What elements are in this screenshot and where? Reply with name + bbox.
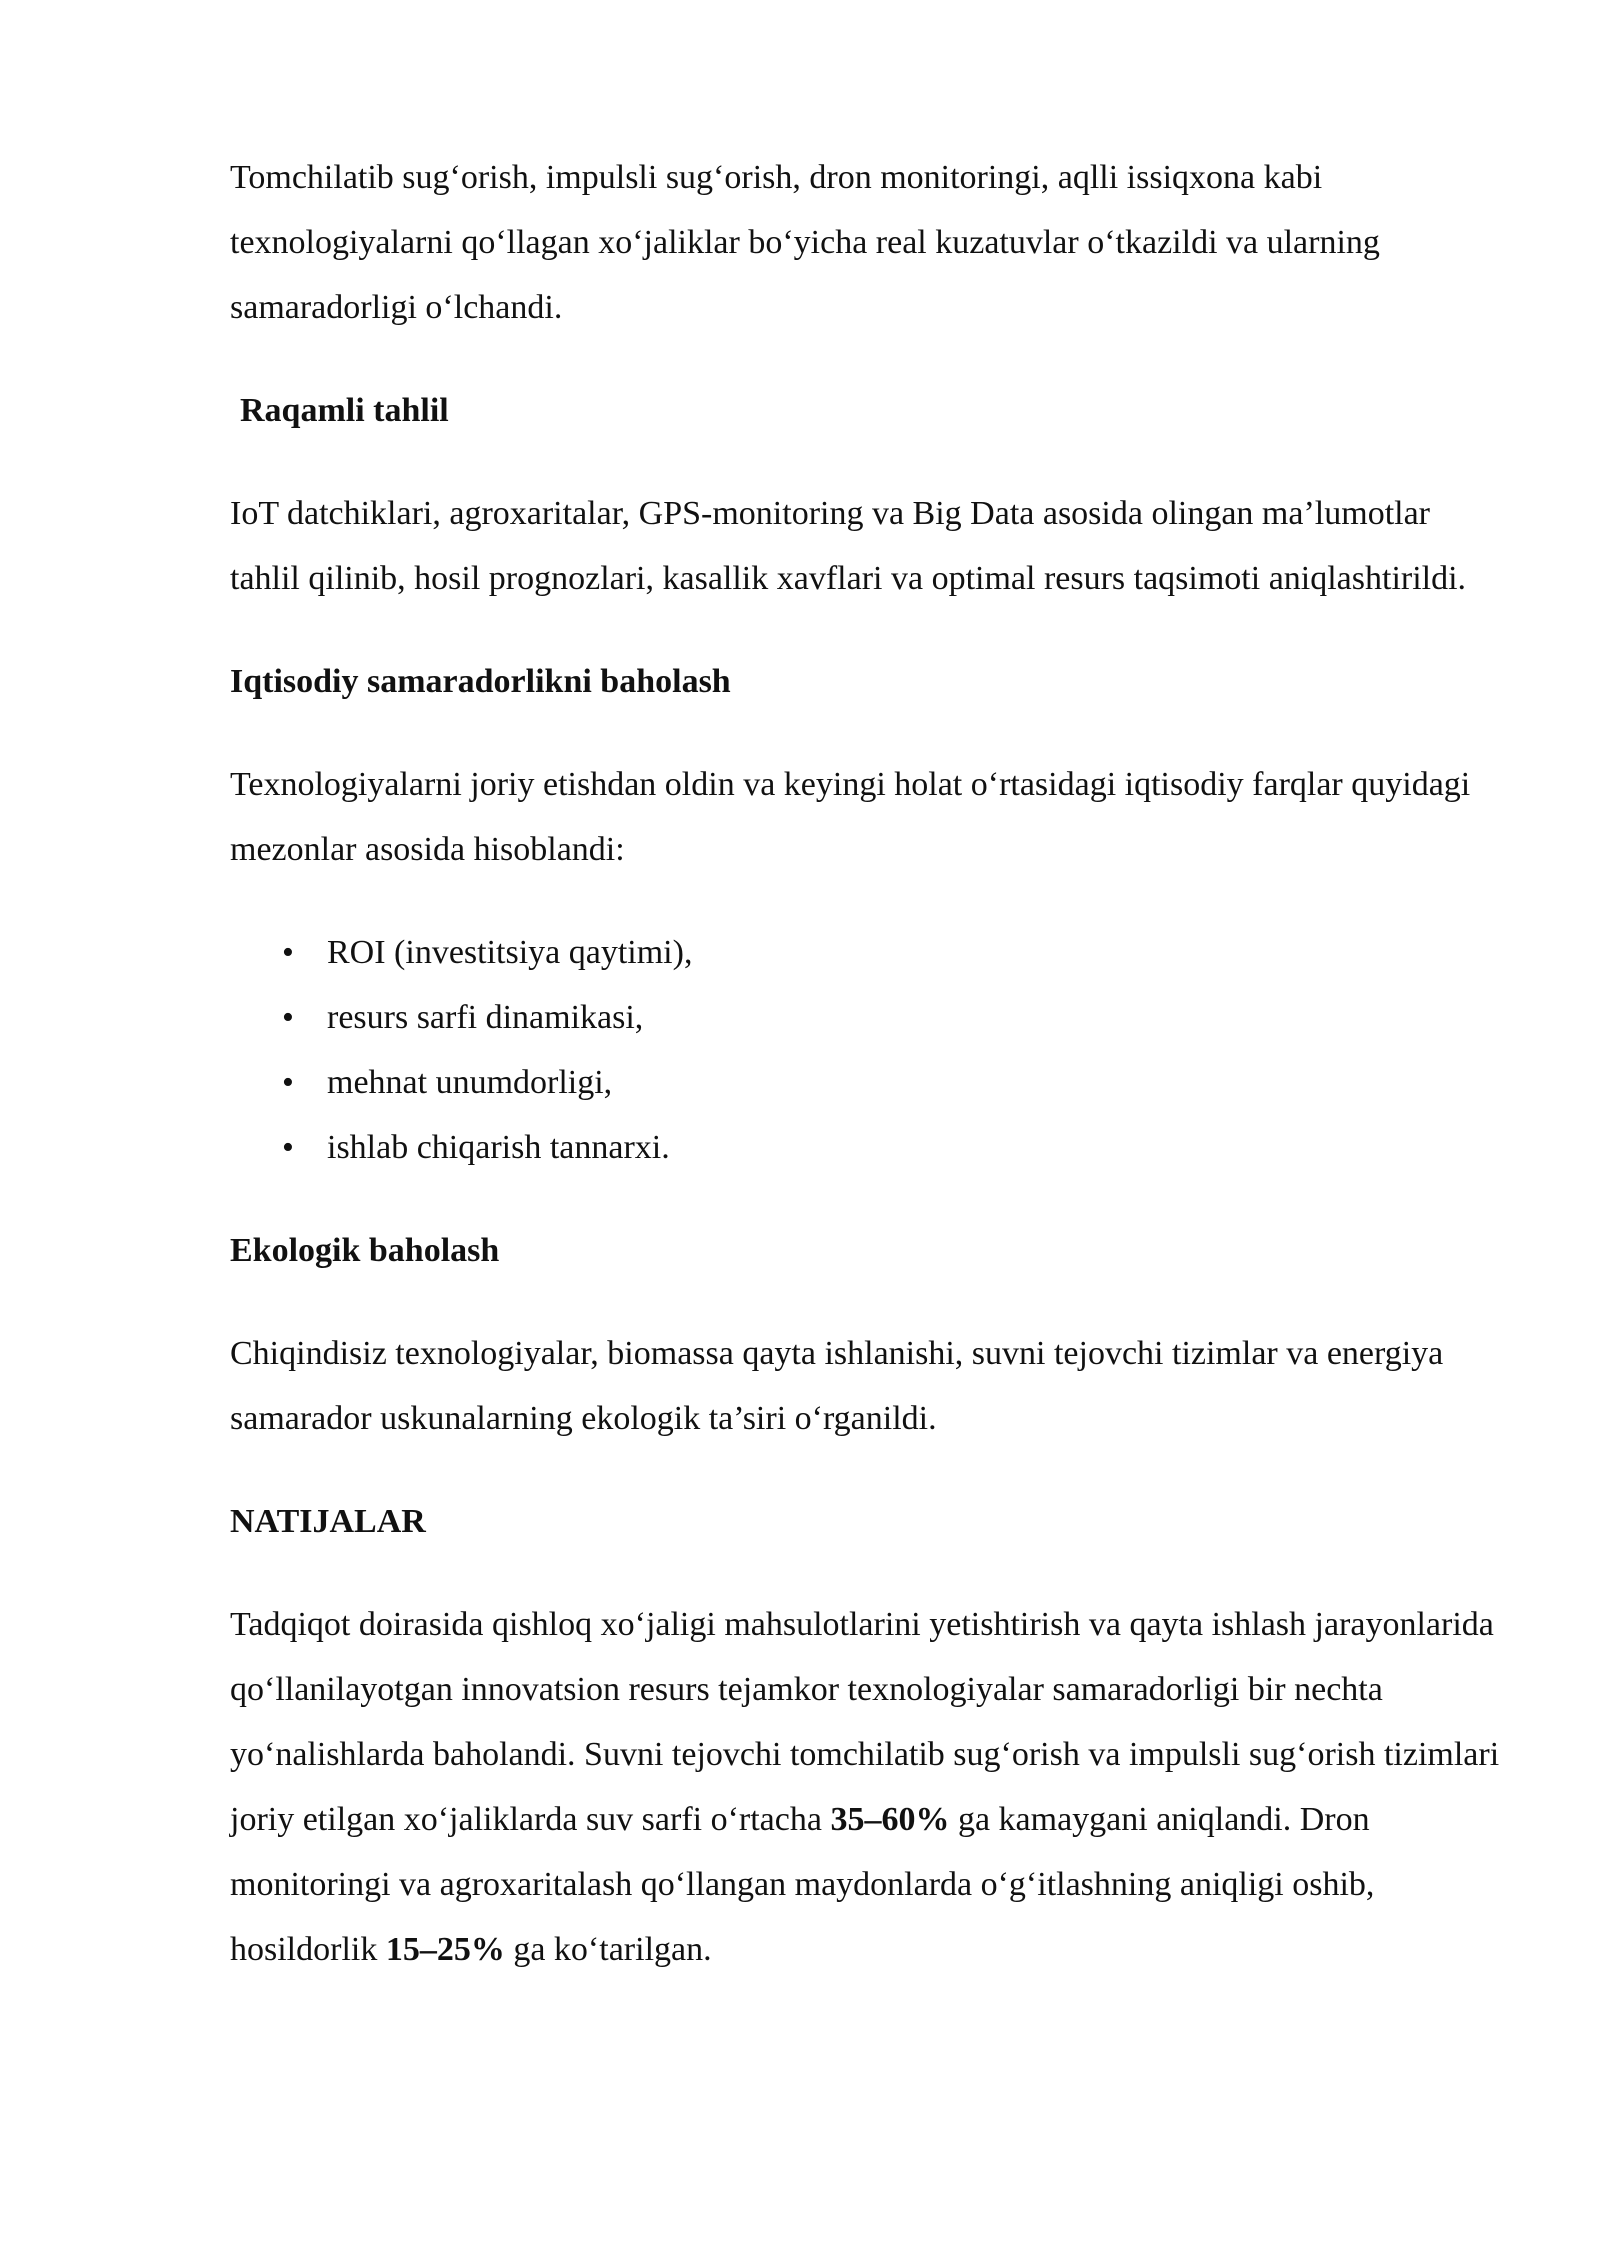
section-heading-results: NATIJALAR <box>230 1503 426 1540</box>
digital-analysis-paragraph: IoT datchiklari, agroxaritalar, GPS-monitoring va Big Data asosida olingan ma’lumotlar tahlil qilinib, hosil prognozlari, kasallik xavflari va optimal resurs taqsimoti aniqlashtirildi. <box>230 495 1467 597</box>
list-item <box>230 920 1500 985</box>
list-item-text: mehnat unumdorligi, <box>327 1064 613 1101</box>
list-item <box>230 985 1500 1050</box>
bullet-icon: • <box>282 1064 294 1101</box>
list-item-text: ROI (investitsiya qaytimi), <box>327 934 693 971</box>
list-item <box>230 1050 1500 1115</box>
section-heading-ecological-evaluation: Ekologik baholash <box>230 1232 500 1269</box>
economic-evaluation-paragraph: Texnologiyalarni joriy etishdan oldin va keyingi holat o‘rtasidagi iqtisodiy farqlar quyidagi mezonlar asosida hisoblandi: <box>230 766 1471 868</box>
section-heading-digital-analysis: Raqamli tahlil <box>240 392 449 429</box>
criteria-list <box>230 920 1500 1180</box>
ecological-evaluation-paragraph: Chiqindisiz texnologiyalar, biomassa qayta ishlanishi, suvni tejovchi tizimlar va energiya samarador uskunalarning ekologik ta’siri o‘rganildi. <box>230 1335 1444 1437</box>
bullet-icon: • <box>282 1129 294 1166</box>
list-item-text: resurs sarfi dinamikasi, <box>327 999 644 1036</box>
bullet-icon: • <box>282 934 294 971</box>
section-heading-economic-evaluation: Iqtisodiy samaradorlikni baholash <box>230 663 731 700</box>
results-paragraph <box>230 1592 1500 1982</box>
yield-increase-value: 15–25% <box>385 1931 505 1968</box>
list-item <box>230 1115 1500 1180</box>
results-text-part2: ga kamaygani aniqlandi. Dron monitoringi va agroxaritalash qo‘llangan maydonlarda o‘g‘itlashning aniqligi oshib, hosildorlik <box>230 1801 1375 1968</box>
list-item-text: ishlab chiqarish tannarxi. <box>327 1129 670 1166</box>
document-body <box>230 145 1500 2020</box>
bullet-icon: • <box>282 999 294 1036</box>
water-reduction-value: 35–60% <box>830 1801 950 1838</box>
results-text-part1: Tadqiqot doirasida qishloq xo‘jaligi mahsulotlarini yetishtirish va qayta ishlash jarayonlarida qo‘llanilayotgan innovatsion resurs tejamkor texnologiyalar samaradorligi bir nechta yo‘nalishlarda baholandi. Suvni tejovchi tomchilatib sug‘orish va impulsli sug‘orish tizimlari joriy etilgan xo‘jaliklarda suv sarfi o‘rtacha <box>230 1606 1500 1838</box>
intro-paragraph: Tomchilatib sug‘orish, impulsli sug‘orish, dron monitoringi, aqlli issiqxona kabi texnologiyalarni qo‘llagan xo‘jaliklar bo‘yicha real kuzatuvlar o‘tkazildi va ularning samaradorligi o‘lchandi. <box>230 159 1380 326</box>
results-text-part3: ga ko‘tarilgan. <box>504 1931 712 1968</box>
